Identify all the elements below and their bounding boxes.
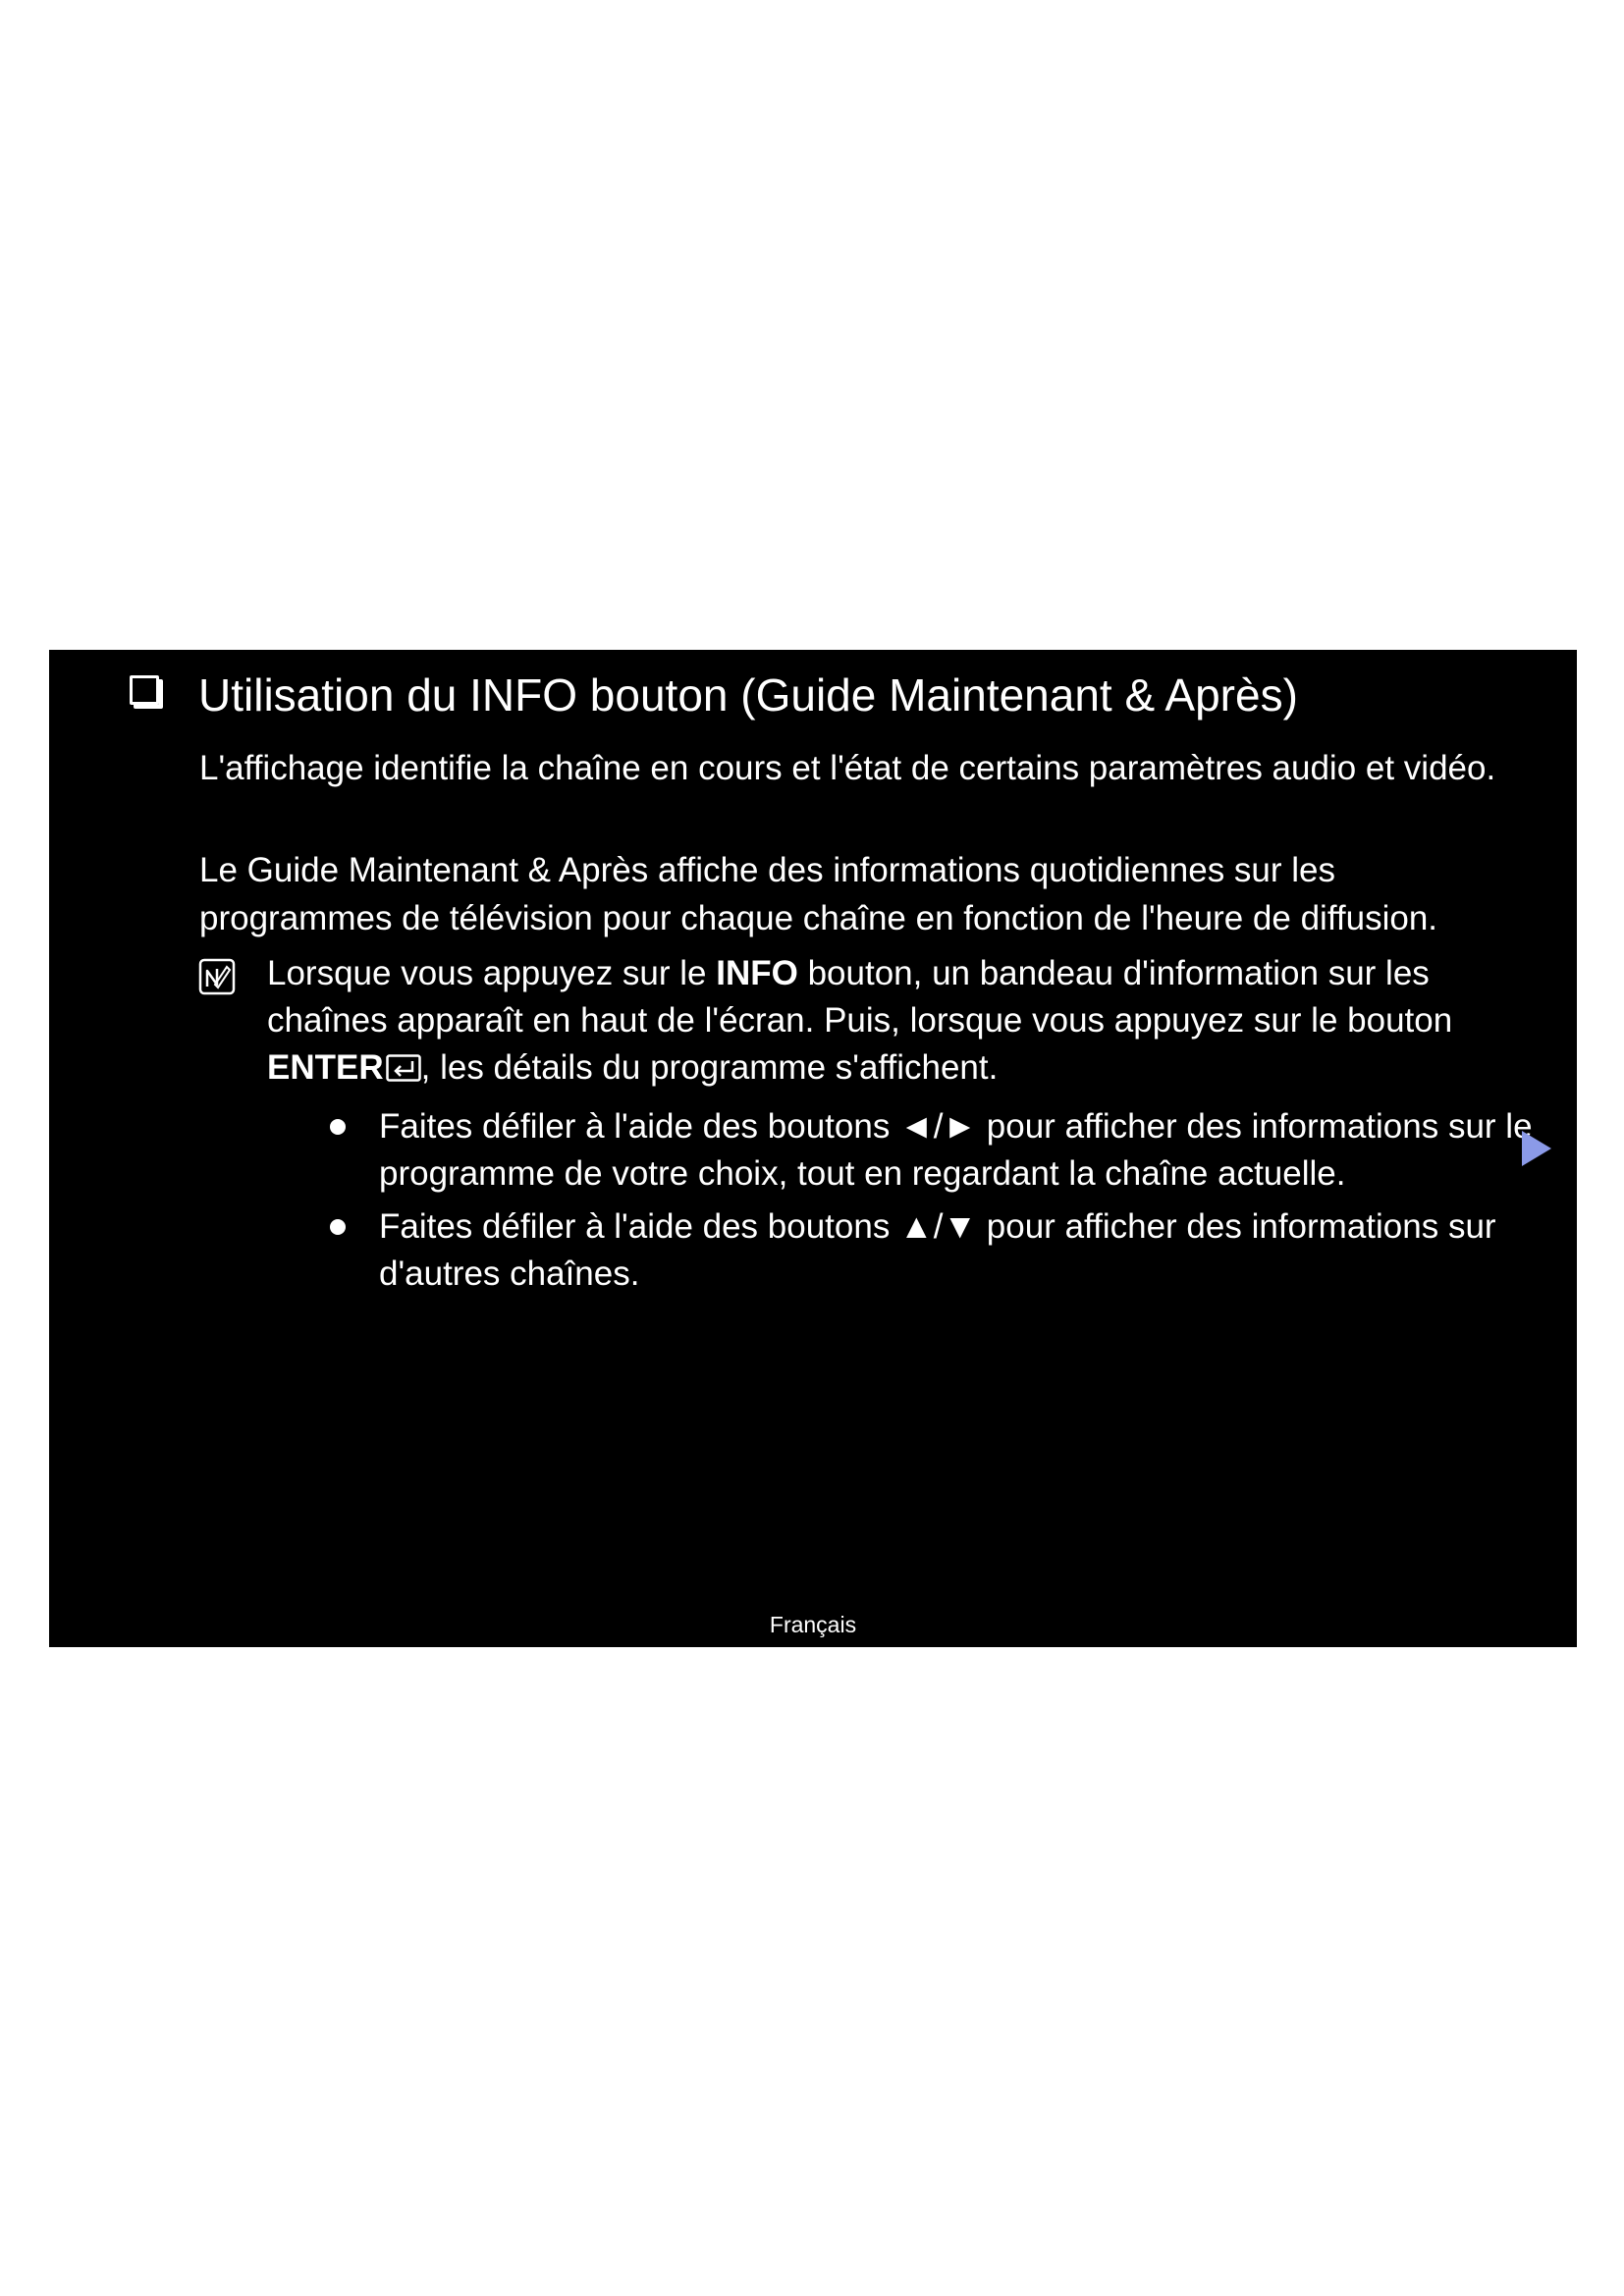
guide-paragraph: Le Guide Maintenant & Après affiche des informations quotidiennes sur les programmes de télévision pour chaque chaîne en fonction de l'heure de diffusion. — [199, 851, 1438, 937]
intro-paragraph: L'affichage identifie la chaîne en cours et l'état de certains paramètres audio et vidéo. — [199, 749, 1496, 787]
note-text-part3: , les détails du programme s'affichent. — [420, 1048, 999, 1087]
note-text — [267, 950, 1504, 1092]
checkbox-icon — [130, 675, 159, 705]
enter-key-label: ENTER — [267, 1048, 384, 1087]
next-page-arrow-icon[interactable] — [1522, 1131, 1551, 1166]
tv-screen-panel — [49, 650, 1577, 1647]
bullet-dot — [330, 1119, 346, 1135]
note-text-part2: bouton, un bandeau d'information sur les chaînes apparaît en haut de l'écran. Puis, lorsque vous appuyez sur le bouton — [267, 954, 1453, 1040]
note-icon — [198, 958, 236, 995]
bullet-dot — [330, 1219, 346, 1235]
bullet-item-scroll-programs: Faites défiler à l'aide des boutons ◄/► pour afficher des informations sur le programme de votre choix, tout en regardant la chaîne actuelle. — [379, 1107, 1533, 1193]
enter-key-icon — [386, 1054, 421, 1082]
footer-language: Français — [769, 1612, 857, 1637]
section-title: Utilisation du INFO bouton (Guide Maintenant & Après) — [198, 669, 1298, 721]
bullet-item-scroll-channels: Faites défiler à l'aide des boutons ▲/▼ pour afficher des informations sur d'autres chaînes. — [379, 1207, 1496, 1293]
info-key-label: INFO — [716, 954, 798, 992]
note-text-part1: Lorsque vous appuyez sur le — [267, 954, 717, 992]
